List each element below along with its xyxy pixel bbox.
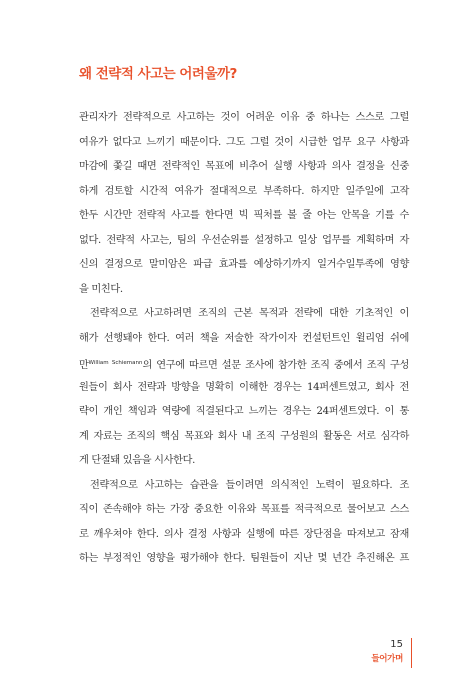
text-line: 전략적으로 사고하는 습관을 들이려면 의식적인 노력이 필요하다. 조: [90, 479, 409, 491]
text-line: 관리자가 전략적으로 사고하는 것이 어려운 이유 중 하나는 스스로 그럴: [79, 112, 409, 123]
line-suffix: 의 연구에 따르면 설문 조사에 참가한 조직 중에서 조직 구성: [142, 360, 409, 371]
text-line: 한두 시간만 전략적 사고를 한다면 빅 픽처를 볼 줄 아는 안목을 기를 수: [79, 210, 409, 221]
text-line: 략이 개인 책임과 역량에 직결된다고 느끼는 경우는 24퍼센트였다. 이 통: [79, 406, 409, 417]
text-line-with-name: [79, 351, 409, 376]
text-line: 마감에 쫓길 때면 전략적인 목표에 비추어 실행 사항과 의사 결정을 신중: [79, 161, 409, 172]
text-line: 로 깨우쳐야 한다. 의사 결정 사항과 실행에 따른 장단점을 따져보고 잠재: [79, 528, 409, 540]
page-number: 15: [390, 639, 403, 650]
section-heading: 왜 전략적 사고는 어려울까?: [79, 66, 237, 82]
text-line: 전략적으로 사고하려면 조직의 근본 목적과 전략에 대한 기초적인 이: [90, 308, 409, 319]
text-line: 해가 선행돼야 한다. 여러 책을 저술한 작가이자 컨설턴트인 윌리엄 쉬에: [79, 332, 409, 344]
line-prefix: 만: [79, 360, 89, 371]
text-line: 원들이 회사 전략과 방향을 명확히 이해한 경우는 14퍼센트였고, 회사 전: [79, 381, 409, 393]
text-line: 을 미친다.: [79, 283, 123, 295]
text-line: 하는 부정적인 영향을 평가해야 한다. 팀원들이 지난 몇 년간 추진해온 프: [79, 553, 409, 564]
text-line: 게 단절돼 있음을 시사한다.: [79, 455, 195, 466]
text-line: 계 자료는 조직의 핵심 목표와 회사 내 조직 구성원의 활동은 서로 심각하: [79, 430, 409, 442]
page-footer: [371, 638, 412, 668]
author-name-annotation: William Schiemann: [88, 360, 143, 366]
body-text: [79, 106, 409, 572]
text-line: 없다. 전략적 사고는, 팀의 우선순위를 설정하고 일상 업무를 계획하며 자: [79, 234, 409, 246]
text-line: 신의 결정으로 말미암은 파급 효과를 예상하기까지 일거수일투족에 영향: [79, 259, 409, 270]
text-line: 직이 존속해야 하는 가장 중요한 이유와 목표를 적극적으로 물어보고 스스: [79, 504, 409, 515]
text-line: 하게 검토할 시간적 여유가 절대적으로 부족하다. 하지만 일주일에 고작: [79, 185, 409, 197]
text-line: 여유가 없다고 느끼기 때문이다. 그도 그럴 것이 시급한 업무 요구 사항과: [79, 136, 409, 148]
running-section-title: 들어가며: [371, 654, 403, 664]
